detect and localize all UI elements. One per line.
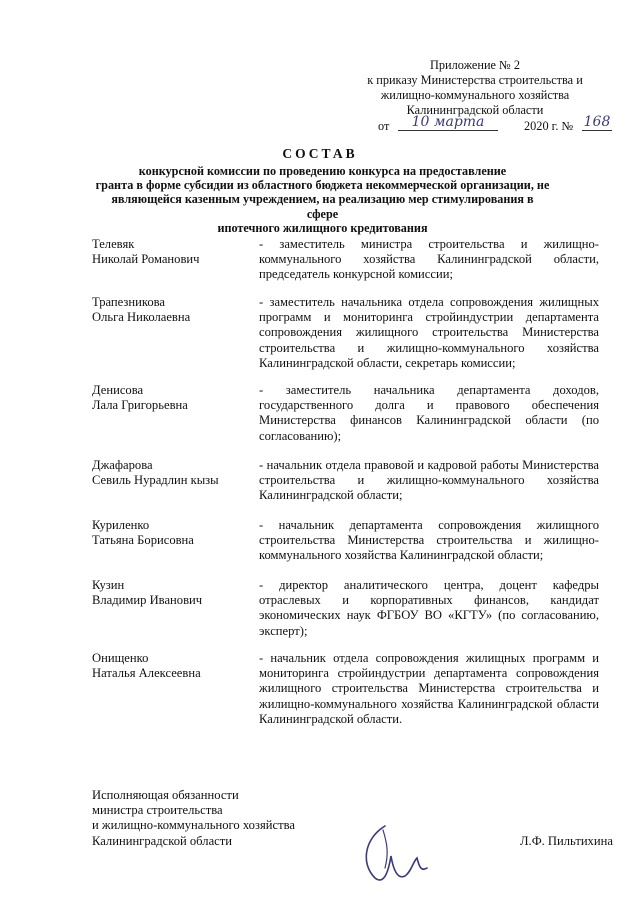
- member-name: [92, 518, 257, 548]
- member-name: [92, 458, 257, 488]
- handwritten-order-number: 168: [583, 114, 611, 130]
- member-role: - начальник отдела правовой и кадровой работы Министерства строительства и жилищно-коммунального хозяйства Калининградской области;: [259, 458, 599, 503]
- signatory-line: и жилищно-коммунального хозяйства: [92, 818, 295, 833]
- annex-ministry: жилищно-коммунального хозяйства: [380, 88, 570, 102]
- member-role: - заместитель начальника департамента доходов, государственного долга и правового обеспечения Министерства финансов Калининградской области (по согласованию);: [259, 383, 599, 443]
- member-name: [92, 578, 257, 608]
- signatory-line: Калининградской области: [92, 833, 232, 848]
- annex-header: [340, 58, 610, 135]
- annex-region: Калининградской области: [406, 103, 544, 117]
- member-given-names: Севиль Нурадлин кызы: [92, 473, 219, 488]
- member-given-names: Владимир Иванович: [92, 593, 203, 608]
- subtitle-line: ипотечного жилищного кредитования: [217, 220, 428, 235]
- member-given-names: Татьяна Борисовна: [92, 533, 194, 548]
- member-role: - начальник отдела сопровождения жилищных программ и мониторинга стройиндустрии департамента сопровождения жилищного строительства Министерства строительства и жилищно-коммунального хозяйства Калининградской области Калининградской области.: [259, 651, 599, 726]
- handwritten-date: 10 марта: [398, 115, 498, 131]
- annex-date-line: [340, 114, 611, 135]
- signatory-position: [92, 788, 295, 849]
- annex-order-ref: к приказу Министерства строительства и: [367, 73, 583, 87]
- member-name: [92, 237, 257, 267]
- member-surname: Кузин: [92, 578, 125, 592]
- member-role: - начальник департамента сопровождения жилищного строительства Министерства строительства и жилищно-коммунального хозяйства Калининградской области;: [259, 518, 599, 563]
- member-surname: Онищенко: [92, 651, 149, 665]
- annex-title: Приложение № 2: [429, 58, 521, 72]
- document-title: СОСТАВ: [282, 146, 358, 161]
- signatory-line: министра строительства: [92, 803, 223, 818]
- member-given-names: Николай Романович: [92, 252, 200, 267]
- subtitle-line: конкурсной комиссии по проведению конкурса на предоставление: [138, 164, 507, 178]
- member-surname: Куриленко: [92, 518, 150, 532]
- member-surname: Трапезникова: [92, 295, 166, 309]
- member-name: [92, 651, 257, 681]
- member-surname: Телевяк: [92, 237, 135, 251]
- handwritten-signature: [355, 818, 435, 888]
- member-name: [92, 295, 257, 325]
- subtitle-line: являющейся казенным учреждением, на реализацию мер стимулирования в сфере: [111, 192, 534, 221]
- signatory-line: Исполняющая обязанности: [92, 788, 239, 802]
- member-given-names: Лала Григорьевна: [92, 398, 188, 413]
- member-given-names: Ольга Николаевна: [92, 310, 191, 325]
- signer-name: Л.Ф. Пильтихина: [520, 834, 613, 848]
- member-role: - заместитель министра строительства и жилищно-коммунального хозяйства Калининградской области, председатель конкурсной комиссии;: [259, 237, 599, 282]
- member-surname: Джафарова: [92, 458, 153, 472]
- document-subtitle: [95, 164, 550, 235]
- subtitle-line: гранта в форме субсидии из областного бюджета некоммерческой организации, не: [95, 178, 550, 193]
- member-name: [92, 383, 257, 413]
- member-role: - заместитель начальника отдела сопровождения жилищных программ и мониторинга стройиндустрии департамента сопровождения жилищного строительства Министерства строительства и жилищно-коммунального хозяйства Калининградской области, секретарь комиссии;: [259, 295, 599, 370]
- date-from-label: от: [378, 119, 390, 133]
- date-year-number: 2020 г. №: [524, 119, 574, 133]
- member-surname: Денисова: [92, 383, 144, 397]
- member-given-names: Наталья Алексеевна: [92, 666, 201, 681]
- member-role: - директор аналитического центра, доцент кафедры отраслевых и корпоративных финансов, кандидат экономических наук ФГБОУ ВО «КГТУ» (по согласованию, эксперт);: [259, 578, 599, 638]
